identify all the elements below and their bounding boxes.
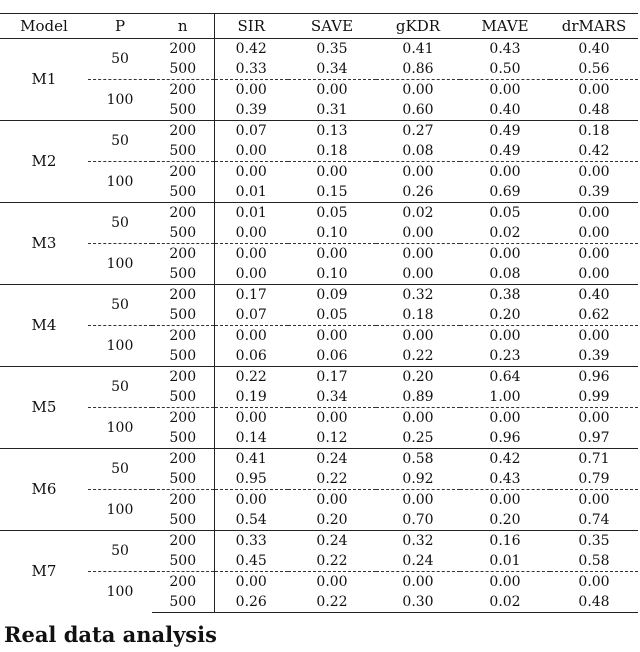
cell-value: 0.34 <box>316 60 348 77</box>
n-value: 200 <box>152 326 214 347</box>
cell-value: 0.26 <box>402 183 434 200</box>
cell-value: 0.62 <box>578 306 610 323</box>
n-value: 500 <box>152 305 214 326</box>
cell-value: 0.00 <box>235 224 267 241</box>
cell-value: 0.18 <box>316 142 348 159</box>
cell-value: 0.79 <box>578 470 610 487</box>
cell-value: 1.00 <box>489 388 521 405</box>
table-row <box>0 572 638 593</box>
cell-value: 0.00 <box>288 408 376 429</box>
cell-value: 0.97 <box>578 429 610 446</box>
n-value: 500 <box>152 592 214 613</box>
p-value: 50 <box>88 121 152 162</box>
model-label: M3 <box>0 203 88 285</box>
cell-value: 0.20 <box>316 511 348 528</box>
cell-value: 0.00 <box>288 244 376 265</box>
table-row <box>0 39 638 60</box>
cell-value: 0.00 <box>214 162 288 183</box>
cell-value: 0.42 <box>235 40 267 57</box>
cell-value: 0.24 <box>288 449 376 470</box>
p-value: 100 <box>88 80 152 121</box>
cell-value: 0.00 <box>214 80 288 101</box>
cell-value: 0.49 <box>460 121 550 142</box>
model-label: M6 <box>0 449 88 531</box>
cell-value: 0.22 <box>402 347 434 364</box>
cell-value: 0.32 <box>376 531 460 552</box>
cell-value: 0.43 <box>489 470 521 487</box>
cell-value: 0.99 <box>578 388 610 405</box>
cell-value: 0.20 <box>489 511 521 528</box>
cell-value: 0.35 <box>316 40 348 57</box>
cell-value: 0.23 <box>489 347 521 364</box>
n-value: 200 <box>152 39 214 60</box>
cell-value: 0.95 <box>235 470 267 487</box>
cell-value: 0.32 <box>376 285 460 306</box>
cell-value: 0.40 <box>550 285 638 306</box>
table-row <box>0 449 638 470</box>
cell-value: 0.22 <box>214 367 288 388</box>
cell-value: 0.02 <box>460 592 550 613</box>
n-value: 200 <box>152 572 214 593</box>
header-n: n <box>152 14 214 39</box>
header-p: P <box>88 14 152 39</box>
n-value: 500 <box>152 264 214 285</box>
header-drmars: drMARS <box>550 14 638 39</box>
n-value: 500 <box>152 346 214 367</box>
cell-value: 0.01 <box>214 203 288 224</box>
cell-value: 0.00 <box>376 80 460 101</box>
n-value: 500 <box>152 59 214 80</box>
cell-value: 0.20 <box>489 306 521 323</box>
n-value: 500 <box>152 223 214 244</box>
section-heading: Real data analysis <box>4 622 217 647</box>
cell-value: 0.42 <box>460 449 550 470</box>
cell-value: 0.06 <box>235 347 267 364</box>
table-row <box>0 121 638 142</box>
n-value: 200 <box>152 367 214 388</box>
table-row <box>0 80 638 101</box>
p-value: 50 <box>88 531 152 572</box>
cell-value: 0.00 <box>235 142 267 159</box>
table-body <box>0 39 638 613</box>
cell-value: 0.24 <box>288 531 376 552</box>
cell-value: 0.00 <box>460 326 550 347</box>
cell-value: 0.05 <box>316 306 348 323</box>
cell-value: 0.07 <box>214 121 288 142</box>
cell-value: 0.35 <box>550 531 638 552</box>
cell-value: 0.41 <box>214 449 288 470</box>
cell-value: 0.17 <box>214 285 288 306</box>
cell-value: 0.70 <box>402 511 434 528</box>
n-value: 200 <box>152 244 214 265</box>
cell-value: 0.00 <box>460 80 550 101</box>
n-value: 200 <box>152 408 214 429</box>
cell-value: 0.58 <box>578 552 610 569</box>
cell-value: 0.22 <box>316 552 348 569</box>
cell-value: 0.39 <box>578 183 610 200</box>
cell-value: 0.00 <box>214 572 288 593</box>
cell-value: 0.50 <box>489 60 521 77</box>
cell-value: 0.00 <box>550 244 638 265</box>
cell-value: 0.00 <box>550 326 638 347</box>
cell-value: 0.31 <box>316 101 348 118</box>
cell-value: 0.13 <box>288 121 376 142</box>
cell-value: 0.00 <box>550 162 638 183</box>
cell-value: 0.00 <box>550 408 638 429</box>
table-row <box>0 162 638 183</box>
cell-value: 0.18 <box>550 121 638 142</box>
cell-value: 0.22 <box>288 592 376 613</box>
cell-value: 0.08 <box>489 265 521 282</box>
table-row <box>0 490 638 511</box>
cell-value: 0.54 <box>235 511 267 528</box>
n-value: 200 <box>152 285 214 306</box>
cell-value: 0.00 <box>288 490 376 511</box>
table-header-row <box>0 14 638 39</box>
cell-value: 0.05 <box>288 203 376 224</box>
model-label: M2 <box>0 121 88 203</box>
cell-value: 0.10 <box>316 265 348 282</box>
cell-value: 0.39 <box>578 347 610 364</box>
cell-value: 0.00 <box>376 572 460 593</box>
table-row <box>0 326 638 347</box>
cell-value: 0.27 <box>376 121 460 142</box>
p-value: 100 <box>88 162 152 203</box>
model-label: M4 <box>0 285 88 367</box>
cell-value: 0.89 <box>402 388 434 405</box>
cell-value: 0.00 <box>376 326 460 347</box>
n-value: 500 <box>152 428 214 449</box>
cell-value: 0.40 <box>578 40 610 57</box>
cell-value: 0.00 <box>550 490 638 511</box>
cell-value: 0.00 <box>235 265 267 282</box>
table-row <box>0 408 638 429</box>
model-label: M1 <box>31 70 57 88</box>
p-value: 50 <box>88 367 152 408</box>
cell-value: 0.26 <box>214 592 288 613</box>
cell-value: 0.45 <box>235 552 267 569</box>
n-value: 200 <box>152 80 214 101</box>
table-row <box>0 285 638 306</box>
n-value: 200 <box>152 162 214 183</box>
cell-value: 0.25 <box>402 429 434 446</box>
cell-value: 0.96 <box>550 367 638 388</box>
cell-value: 0.41 <box>402 40 434 57</box>
cell-value: 0.96 <box>489 429 521 446</box>
n-value: 500 <box>152 387 214 408</box>
cell-value: 0.14 <box>235 429 267 446</box>
cell-value: 0.07 <box>235 306 267 323</box>
cell-value: 0.00 <box>402 224 434 241</box>
table-row <box>0 203 638 224</box>
cell-value: 0.00 <box>288 572 376 593</box>
p-value: 100 <box>88 326 152 367</box>
p-value: 100 <box>88 490 152 531</box>
cell-value: 0.00 <box>460 490 550 511</box>
cell-value: 0.38 <box>460 285 550 306</box>
p-value: 50 <box>88 285 152 326</box>
n-value: 500 <box>152 100 214 121</box>
table-row <box>0 244 638 265</box>
table-row <box>0 531 638 552</box>
p-value: 50 <box>88 449 152 490</box>
header-sir: SIR <box>214 14 288 39</box>
cell-value: 0.00 <box>550 203 638 224</box>
cell-value: 0.10 <box>316 224 348 241</box>
p-value: 100 <box>88 572 152 613</box>
cell-value: 0.01 <box>489 552 521 569</box>
n-value: 200 <box>152 203 214 224</box>
cell-value: 0.02 <box>376 203 460 224</box>
header-model: Model <box>0 14 88 39</box>
model-label: M5 <box>0 367 88 449</box>
cell-value: 0.00 <box>460 244 550 265</box>
n-value: 200 <box>152 490 214 511</box>
cell-value: 0.09 <box>288 285 376 306</box>
cell-value: 0.64 <box>460 367 550 388</box>
model-label: M7 <box>0 531 88 613</box>
cell-value: 0.18 <box>402 306 434 323</box>
p-value: 100 <box>88 244 152 285</box>
cell-value: 0.20 <box>376 367 460 388</box>
n-value: 500 <box>152 182 214 203</box>
p-value: 100 <box>88 408 152 449</box>
cell-value: 0.00 <box>460 408 550 429</box>
n-value: 200 <box>152 121 214 142</box>
header-mave: MAVE <box>460 14 550 39</box>
cropped-caption-line <box>0 0 640 5</box>
cell-value: 0.12 <box>316 429 348 446</box>
cell-value: 0.33 <box>235 60 267 77</box>
cell-value: 0.00 <box>402 265 434 282</box>
cell-value: 0.00 <box>550 572 638 593</box>
cell-value: 0.00 <box>288 326 376 347</box>
n-value: 500 <box>152 551 214 572</box>
cell-value: 0.00 <box>288 162 376 183</box>
cell-value: 0.30 <box>376 592 460 613</box>
cell-value: 0.16 <box>460 531 550 552</box>
results-table <box>0 13 638 613</box>
n-value: 500 <box>152 469 214 490</box>
cell-value: 0.24 <box>402 552 434 569</box>
n-value: 200 <box>152 449 214 470</box>
cell-value: 0.00 <box>214 408 288 429</box>
cell-value: 0.00 <box>376 162 460 183</box>
p-value: 50 <box>111 50 129 67</box>
cell-value: 0.00 <box>460 572 550 593</box>
cell-value: 0.17 <box>288 367 376 388</box>
cell-value: 0.15 <box>316 183 348 200</box>
cell-value: 0.60 <box>402 101 434 118</box>
cell-value: 0.39 <box>235 101 267 118</box>
cell-value: 0.58 <box>376 449 460 470</box>
cell-value: 0.00 <box>376 490 460 511</box>
cell-value: 0.00 <box>214 326 288 347</box>
header-save: SAVE <box>288 14 376 39</box>
cell-value: 0.08 <box>402 142 434 159</box>
cell-value: 0.49 <box>489 142 521 159</box>
cell-value: 0.22 <box>316 470 348 487</box>
cell-value: 0.00 <box>376 408 460 429</box>
cell-value: 0.00 <box>214 490 288 511</box>
cell-value: 0.86 <box>402 60 434 77</box>
cell-value: 0.71 <box>550 449 638 470</box>
n-value: 500 <box>152 141 214 162</box>
cell-value: 0.01 <box>235 183 267 200</box>
cell-value: 0.00 <box>460 162 550 183</box>
cell-value: 0.00 <box>550 80 638 101</box>
cell-value: 0.42 <box>578 142 610 159</box>
cell-value: 0.00 <box>578 224 610 241</box>
cell-value: 0.02 <box>489 224 521 241</box>
cell-value: 0.00 <box>578 265 610 282</box>
cell-value: 0.00 <box>288 80 376 101</box>
cell-value: 0.69 <box>489 183 521 200</box>
cell-value: 0.33 <box>214 531 288 552</box>
p-value: 50 <box>88 203 152 244</box>
cell-value: 0.34 <box>316 388 348 405</box>
cell-value: 0.05 <box>460 203 550 224</box>
cell-value: 0.48 <box>550 592 638 613</box>
cell-value: 0.00 <box>214 244 288 265</box>
cell-value: 0.48 <box>578 101 610 118</box>
cell-value: 0.74 <box>578 511 610 528</box>
cell-value: 0.92 <box>402 470 434 487</box>
table-row <box>0 367 638 388</box>
cell-value: 0.06 <box>316 347 348 364</box>
cell-value: 0.00 <box>376 244 460 265</box>
n-value: 500 <box>152 510 214 531</box>
cell-value: 0.43 <box>489 40 521 57</box>
n-value: 200 <box>152 531 214 552</box>
cell-value: 0.19 <box>235 388 267 405</box>
cell-value: 0.40 <box>489 101 521 118</box>
header-gkdr: gKDR <box>376 14 460 39</box>
cell-value: 0.56 <box>578 60 610 77</box>
